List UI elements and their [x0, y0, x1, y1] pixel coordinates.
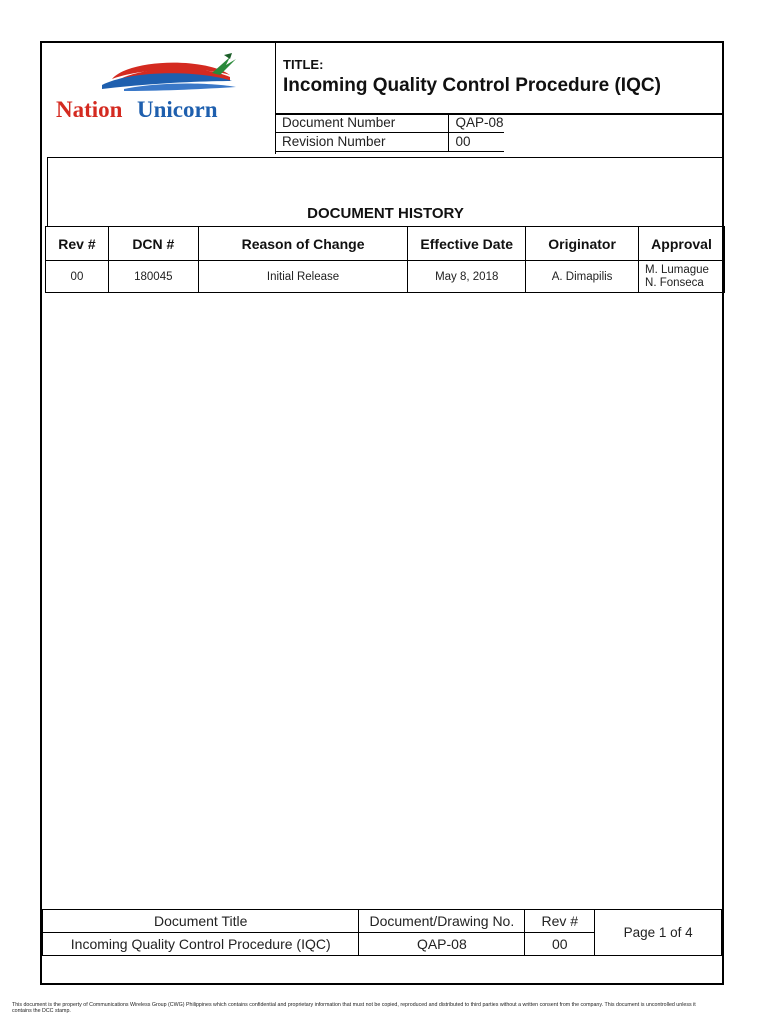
col-rev: Rev #: [46, 227, 109, 261]
approval-name: N. Fonseca: [645, 276, 704, 289]
footer-rev: 00: [525, 933, 595, 956]
logo-box: [42, 43, 276, 154]
footer-doc-title: Incoming Quality Control Procedure (IQC): [43, 933, 359, 956]
table-row: [46, 261, 725, 293]
document-history-table: [45, 226, 725, 293]
meta-value: 00: [448, 132, 504, 151]
history-box: [47, 157, 724, 226]
history-header-row: [46, 227, 725, 261]
cell-rev: 00: [46, 261, 109, 293]
cell-dcn: 180045: [108, 261, 198, 293]
document-page: [40, 41, 724, 985]
col-originator: Originator: [526, 227, 639, 261]
footer-doc-no: QAP-08: [359, 933, 525, 956]
meta-row-revision-number: [275, 132, 504, 151]
cell-reason: Initial Release: [198, 261, 408, 293]
history-title: DOCUMENT HISTORY: [307, 205, 464, 222]
footer-doc-no-label: Document/Drawing No.: [359, 910, 525, 933]
footer-table: [42, 909, 722, 956]
col-approval: Approval: [639, 227, 725, 261]
footer-label-row: [43, 910, 722, 933]
cell-date: May 8, 2018: [408, 261, 526, 293]
logo-text-nation: Nation: [56, 97, 123, 121]
col-reason: Reason of Change: [198, 227, 408, 261]
document-title: Incoming Quality Control Procedure (IQC): [283, 75, 661, 96]
footer-page-number: Page 1 of 4: [595, 910, 722, 956]
meta-label: Document Number: [275, 113, 448, 132]
footer-disclaimer: This document is the property of Communications Wireless Group (CWG) Philippines which contains confidential and proprietary information that must not be copied, reproduced and distributed to third parties without a written consent from the company. This document is uncontrolled unless it contains the DCC stamp.: [12, 1002, 696, 1015]
footer-doc-title-label: Document Title: [43, 910, 359, 933]
cell-approval: [639, 261, 725, 293]
nation-unicorn-logo-icon: [54, 51, 269, 121]
col-dcn: DCN #: [108, 227, 198, 261]
footer-rev-label: Rev #: [525, 910, 595, 933]
meta-value: QAP-08: [448, 113, 504, 132]
meta-row-document-number: [275, 113, 504, 132]
col-effective-date: Effective Date: [408, 227, 526, 261]
cell-originator: A. Dimapilis: [526, 261, 639, 293]
title-area: [275, 43, 722, 115]
document-meta-table: [275, 113, 504, 152]
approval-name: M. Lumague: [645, 263, 709, 276]
meta-label: Revision Number: [275, 132, 448, 151]
title-label: TITLE:: [283, 57, 324, 72]
logo-text-unicorn: Unicorn: [137, 97, 218, 121]
